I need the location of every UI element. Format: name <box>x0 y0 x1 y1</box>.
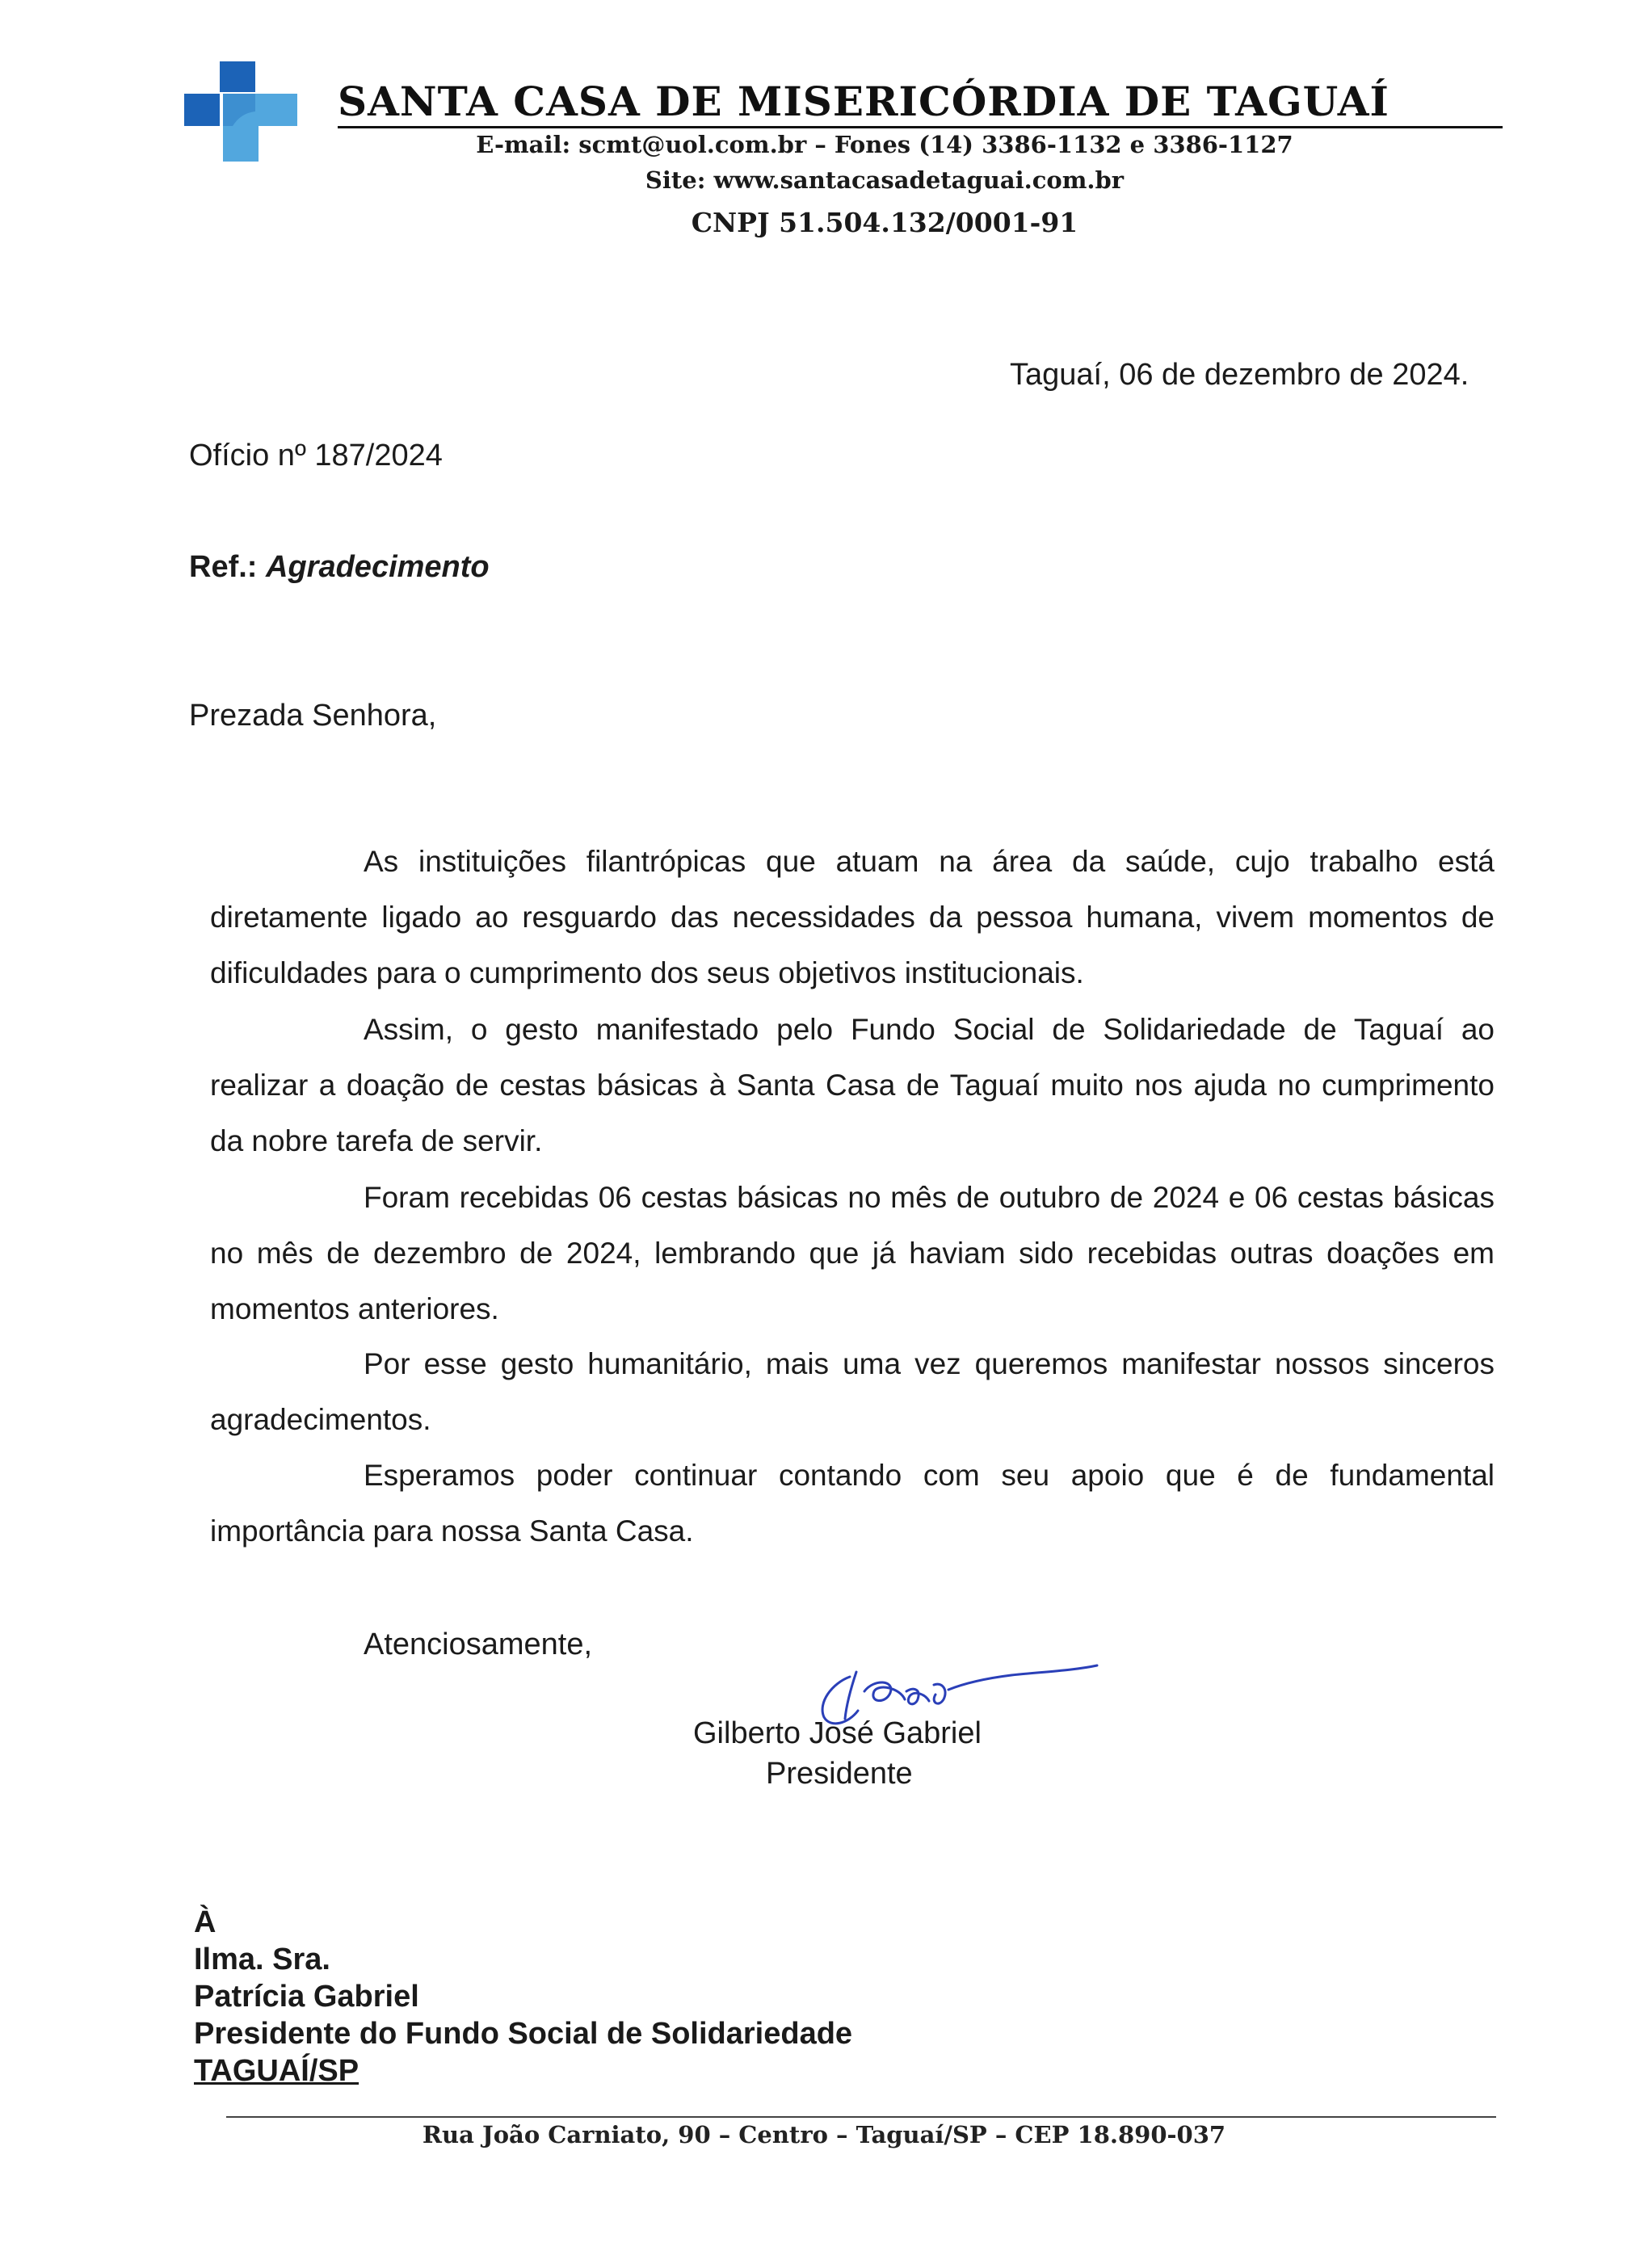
body-paragraph: Foram recebidas 06 cestas básicas no mês de outubro de 2024 e 06 cestas básicas no mês de dezembro de 2024, lembrando que já haviam sido recebidas outras doações em momentos anteriores. <box>210 1181 1495 1325</box>
footer-address: Rua João Carniato, 90 – Centro – Taguaí/SP – CEP 18.890-037 <box>422 2121 1226 2148</box>
oficio-number: Ofício nº 187/2024 <box>189 439 443 472</box>
greeting: Prezada Senhora, <box>189 699 437 733</box>
body-paragraph: Esperamos poder continuar contando com seu apoio que é de fundamental importância para nossa Santa Casa. <box>210 1459 1495 1548</box>
addressee-city: TAGUAÍ/SP <box>194 2054 359 2088</box>
signer-title: Presidente <box>766 1757 913 1791</box>
addressee-position: Presidente do Fundo Social de Solidariedade <box>194 2017 853 2051</box>
letter-date: Taguaí, 06 de dezembro de 2024. <box>1010 358 1469 392</box>
addressee-line: À <box>194 1905 217 1939</box>
body-paragraph: Por esse gesto humanitário, mais uma vez queremos manifestar nossos sinceros agradecimentos. <box>210 1347 1495 1436</box>
reference-subject: Agradecimento <box>266 550 490 584</box>
organization-name: SANTA CASA DE MISERICÓRDIA DE TAGUAÍ <box>338 78 1389 125</box>
reference-label: Ref.: <box>189 550 258 584</box>
addressee-title: Ilma. Sra. <box>194 1942 330 1976</box>
handwritten-signature <box>800 1654 1099 1743</box>
reference-line <box>189 548 490 586</box>
cnpj-line: CNPJ 51.504.132/0001-91 <box>691 207 1078 238</box>
body-paragraph: Assim, o gesto manifestado pelo Fundo Social de Solidariedade de Taguaí ao realizar a doação de cestas básicas à Santa Casa de Taguaí muito nos ajuda no cumprimento da nobre tarefa de servir. <box>210 1013 1495 1157</box>
contact-line: E-mail: scmt@uol.com.br – Fones (14) 3386-1132 e 3386-1127 <box>476 131 1293 158</box>
body-paragraph: As instituições filantrópicas que atuam na área da saúde, cujo trabalho está diretamente ligado ao resguardo das necessidades da pessoa humana, vivem momentos de dificuldades para o cumprimento dos seus objetivos institucionais. <box>210 845 1495 989</box>
signer-name: Gilberto José Gabriel <box>693 1716 982 1750</box>
addressee-name: Patrícia Gabriel <box>194 1980 419 2014</box>
closing: Atenciosamente, <box>364 1628 593 1661</box>
website-line: Site: www.santacasadetaguai.com.br <box>645 166 1125 194</box>
header-underline <box>338 126 1503 128</box>
footer-divider <box>226 2116 1496 2118</box>
